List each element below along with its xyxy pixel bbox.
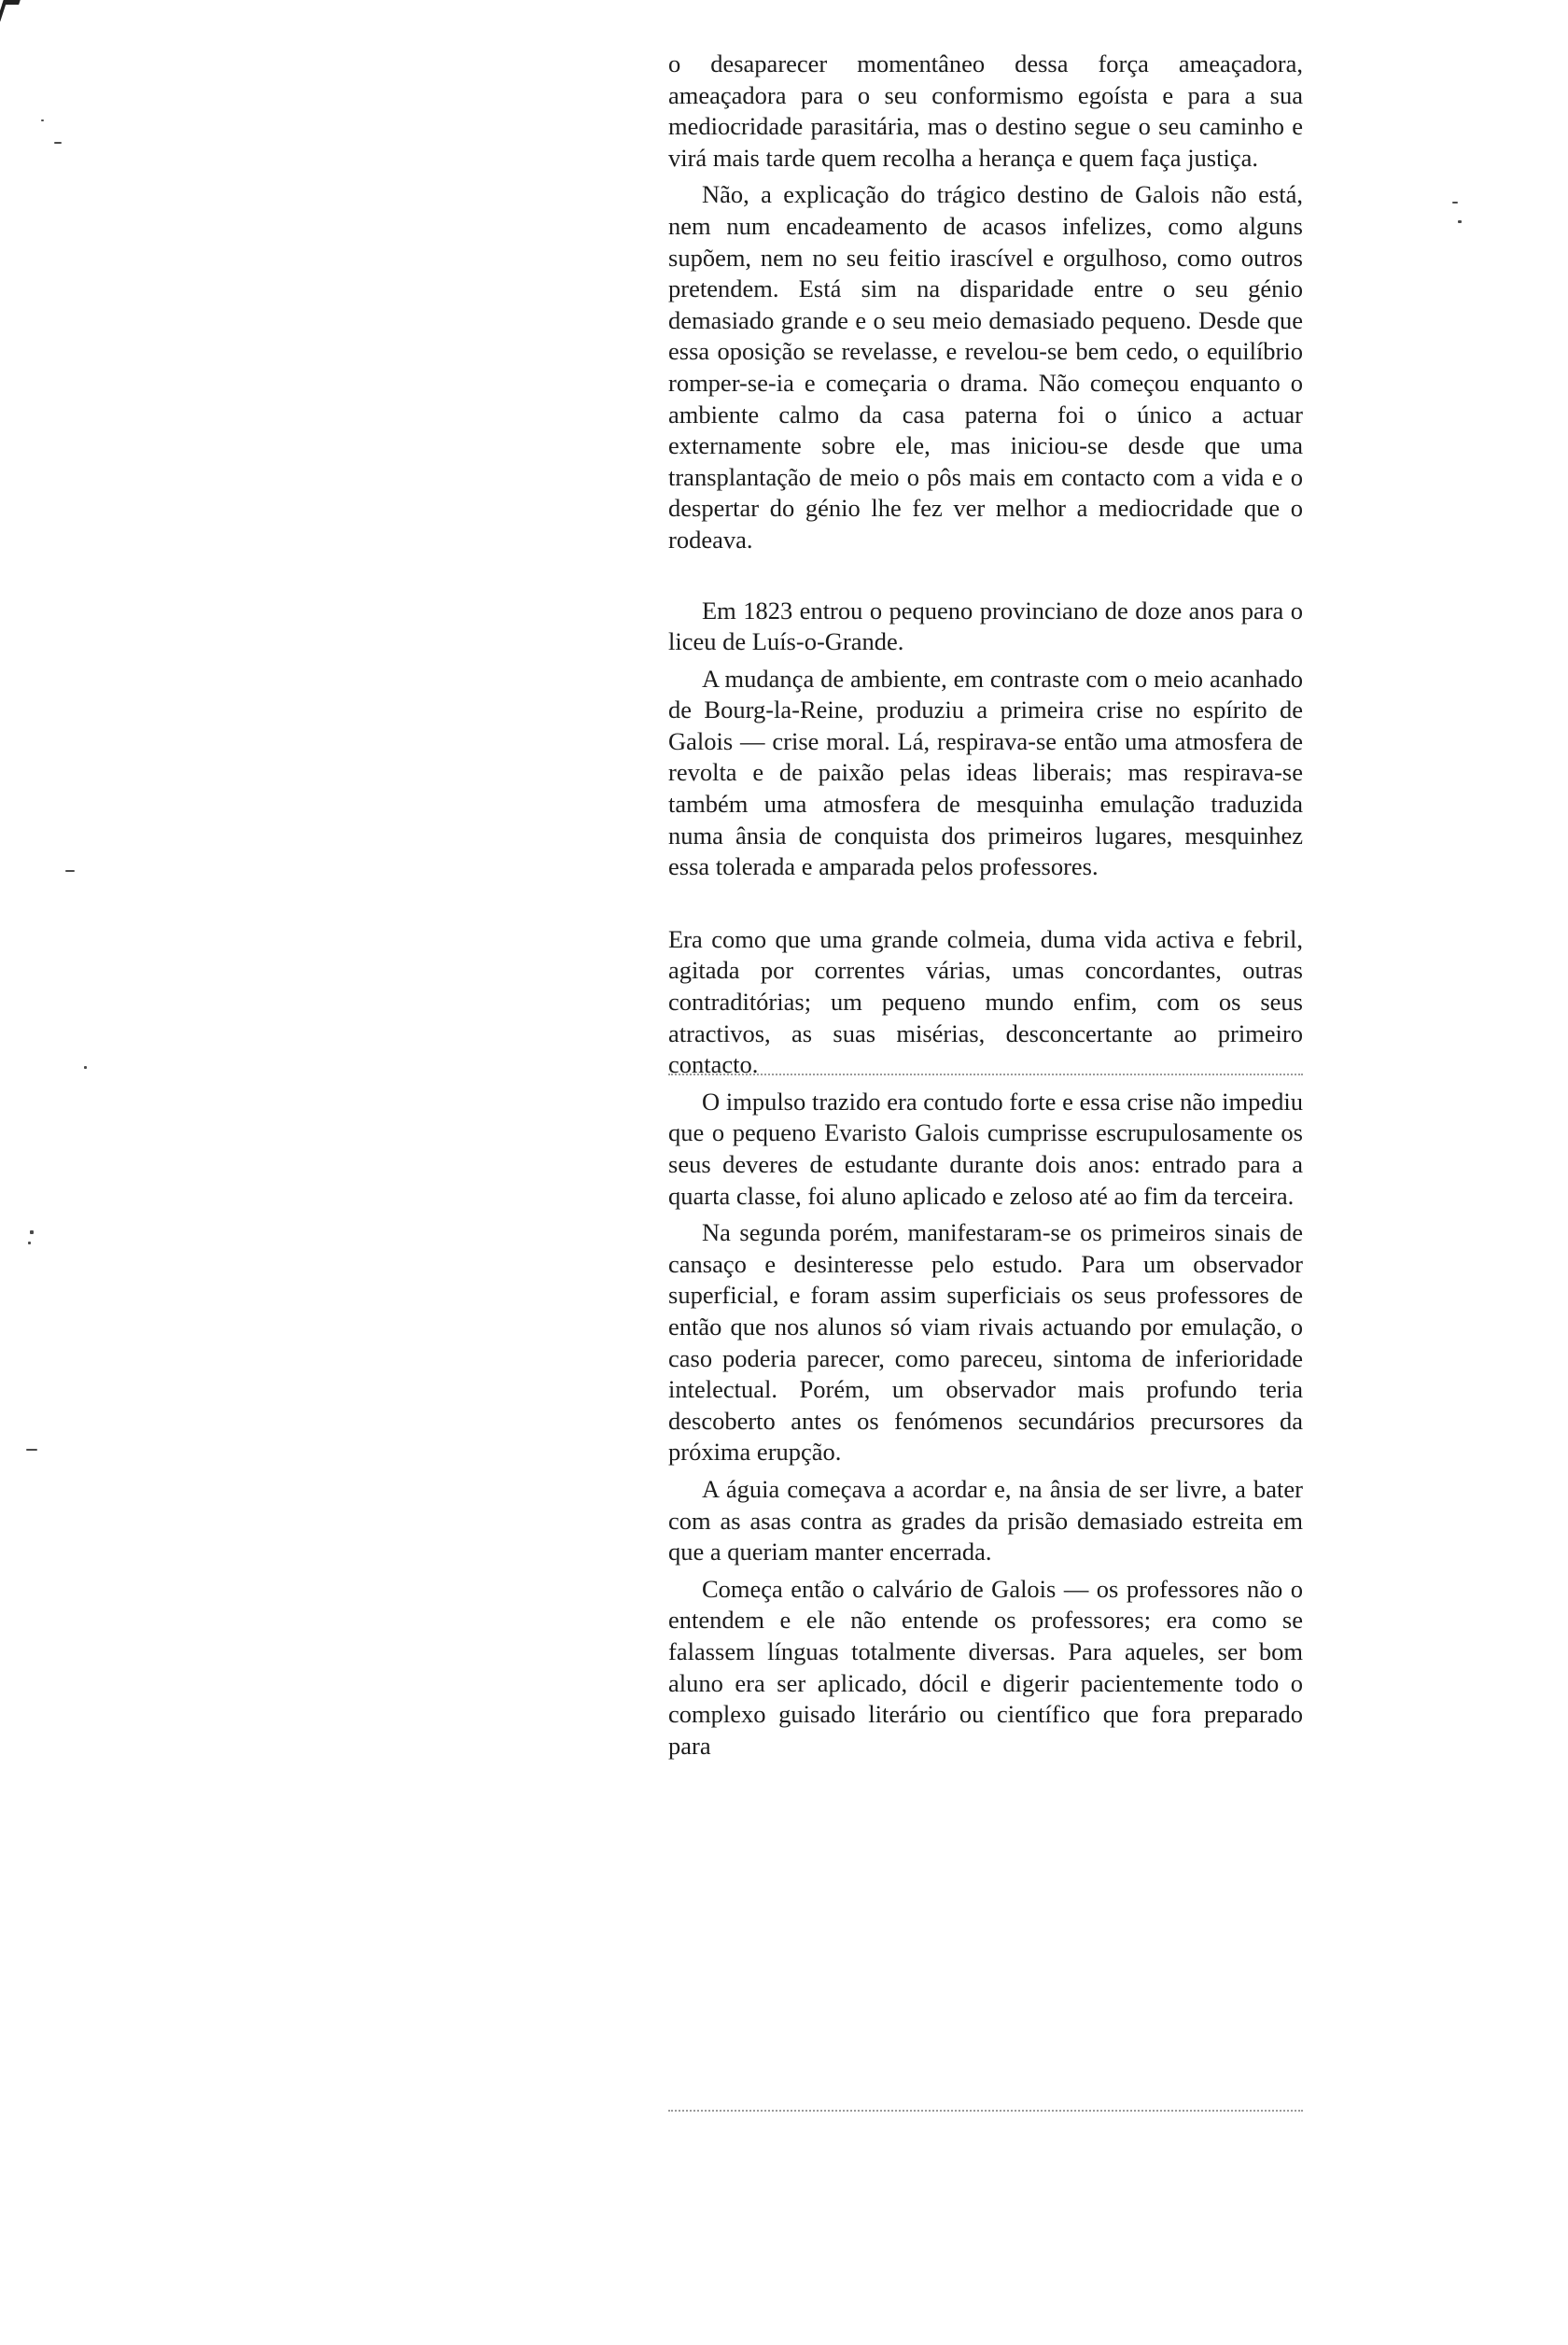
scan-speck (26, 1449, 37, 1451)
paragraph-6: O impulso trazido era contudo forte e essa crise não impediu que o pequeno Evaristo Galois cumprisse escrupulosamente os seus deveres de estudante durante dois anos: entrado para a quarta classe, foi aluno aplicado e zeloso até ao fim da terceira. (668, 1087, 1303, 1210)
paragraph-5: Era como que uma grande colmeia, duma vida activa e febril, agitada por correntes várias, umas concordantes, outras contraditórias; um pequeno mundo enfim, com os seus atractivos, as suas misérias, desconcertante ao primeiro contacto. (668, 924, 1303, 1079)
paragraph-3: Em 1823 entrou o pequeno provinciano de doze anos para o liceu de Luís-o-Grande. (668, 596, 1303, 656)
page-join-rule (668, 1074, 1303, 1075)
scan-speck (1452, 202, 1458, 204)
scan-speck (30, 1230, 34, 1234)
paragraph-4: A mudança de ambiente, em contraste com o meio acanhado de Bourg-la-Reine, produziu a primeira crise no espírito de Galois — crise moral. Lá, respirava-se então uma atmosfera de revolta e de paixão pelas ideas liberais; mas respirava-se também uma atmosfera de mesquinha emulação traduzida numa ânsia de conquista dos primeiros lugares, mesquinhez essa tolerada e amparada pelos professores. (668, 664, 1303, 881)
bottom-dotted-rule (668, 2110, 1303, 2112)
paragraph-2: Não, a explicação do trágico destino de Galois não está, nem num encadeamento de acasos infelizes, como alguns supõem, nem no seu feitio irascível e orgulhoso, como outros pretendem. Está sim na disparidade entre o seu génio demasiado grande e o seu meio demasiado pequeno. Desde que essa oposição se revelasse, e revelou-se bem cedo, o equilíbrio romper-se-ia e começaria o drama. Não começou enquanto o ambiente calmo da casa paterna foi o único a actuar externamente sobre ele, mas iniciou-se desde que uma transplantação de meio o pôs mais em contacto com a vida e o despertar do génio lhe fez ver melhor a mediocridade que o rodeava. (668, 180, 1303, 554)
scan-speck (54, 142, 62, 144)
scan-corner-mark (0, 0, 21, 21)
paragraph-1: o desaparecer momentâneo dessa força ameaçadora, ameaçadora para o seu conformismo egoísta e para a sua mediocridade parasitária, mas o destino segue o seu caminho e virá mais tarde quem recolha a herança e quem faça justiça. (668, 49, 1303, 172)
paragraph-7: Na segunda porém, manifestaram-se os primeiros sinais de cansaço e desinteresse pelo estudo. Para um observador superficial, e foram assim superficiais os seus professores de então que nos alunos só viam rivais actuando por emulação, o caso poderia parecer, como pareceu, sintoma de inferioridade intelectual. Porém, um observador mais profundo teria descoberto antes os fenómenos secundários precursores da próxima erupção. (668, 1218, 1303, 1467)
paragraph-8: A águia começava a acordar e, na ânsia de ser livre, a bater com as asas contra as grades da prisão demasiado estreita em que a queriam manter encerrada. (668, 1474, 1303, 1566)
scan-speck (28, 1242, 31, 1244)
scan-speck (41, 119, 44, 121)
scan-speck (1458, 220, 1462, 223)
text-column (668, 49, 1303, 1762)
scan-speck (84, 1066, 87, 1069)
scan-speck (65, 870, 75, 872)
paragraph-9: Começa então o calvário de Galois — os professores não o entendem e ele não entende os professores; era como se falassem línguas totalmente diversas. Para aqueles, ser bom aluno era ser aplicado, dócil e digerir pacientemente todo o complexo guisado literário ou científico que fora preparado para (668, 1574, 1303, 1760)
